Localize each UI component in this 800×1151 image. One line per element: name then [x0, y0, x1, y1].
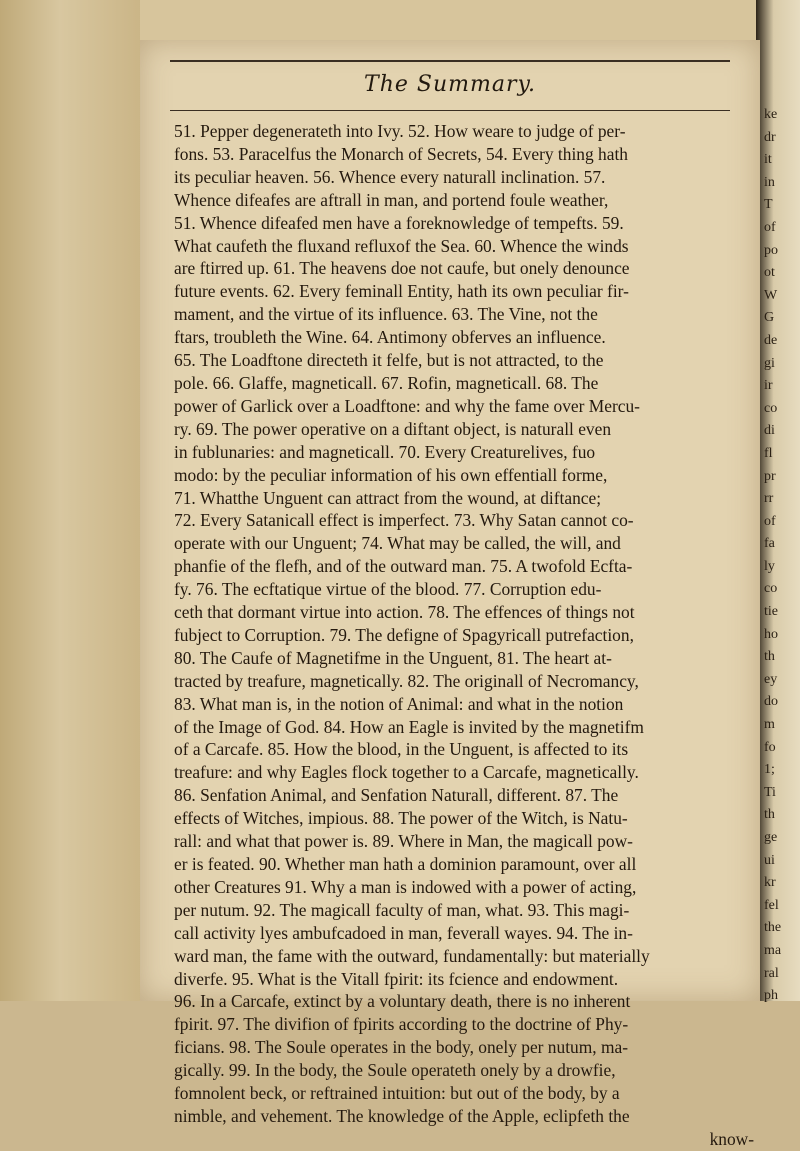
text-line: 86. Senfation Animal, and Senfation Naturall, different. 87. The: [174, 785, 619, 806]
facing-page-fragment: kr: [764, 875, 776, 891]
facing-page-fragment: gi: [764, 355, 775, 371]
text-line: Whence difeafes are aftrall in man, and portend foule weather,: [174, 189, 609, 210]
text-line: ficians. 98. The Soule operates in the body, onely per nutum, ma-: [174, 1037, 628, 1058]
text-line: its peculiar heaven. 56. Whence every naturall inclination. 57.: [174, 166, 606, 187]
facing-page-fragment: ral: [764, 965, 779, 981]
text-line: 83. What man is, in the notion of Animal: and what in the notion: [174, 693, 624, 714]
facing-page-fragment: ho: [764, 626, 778, 642]
text-line: fy. 76. The ecftatique virtue of the blood. 77. Corruption edu-: [174, 579, 602, 600]
text-line: fomnolent beck, or reftrained intuition: but out of the body, by a: [174, 1083, 620, 1104]
facing-page-fragment: 1;: [764, 762, 775, 778]
text-line: gically. 99. In the body, the Soule operateth onely by a drowfie,: [174, 1060, 616, 1081]
text-line: treafure: and why Eagles flock together to a Carcafe, magnetically.: [174, 762, 639, 783]
facing-page-fragment: W: [764, 287, 778, 303]
text-line: know-: [709, 1128, 754, 1149]
facing-page-fragment: in: [764, 174, 775, 190]
text-line: 72. Every Satanicall effect is imperfect. 73. Why Satan cannot co-: [174, 510, 634, 531]
book-page: [140, 40, 760, 1149]
facing-page-fragment: fa: [764, 536, 775, 552]
facing-page-fragment: ke: [764, 107, 778, 122]
text-line: other Creatures 91. Why a man is indowed with a power of acting,: [174, 876, 637, 897]
facing-page-fragment: the: [764, 920, 782, 936]
facing-page-fragment: ph: [764, 988, 778, 1004]
facing-page-fragment: th: [764, 807, 775, 823]
facing-page-fragment: ui: [764, 852, 775, 868]
running-head: The Summary.: [364, 72, 536, 97]
text-line: mament, and the virtue of its influence. 63. The Vine, not the: [174, 304, 598, 325]
text-line: ceth that dormant virtue into action. 78. The effences of things not: [174, 602, 635, 623]
text-line: ry. 69. The power operative on a diftant object, is naturall even: [174, 418, 612, 439]
text-line: tracted by treafure, magnetically. 82. The originall of Necromancy,: [174, 670, 639, 691]
facing-page-fragment: de: [764, 332, 778, 348]
text-line: operate with our Unguent; 74. What may be called, the will, and: [174, 533, 621, 554]
text-line: 71. Whatthe Unguent can attract from the wound, at diftance;: [174, 487, 602, 508]
text-line: ftars, troubleth the Wine. 64. Antimony obferves an influence.: [174, 327, 606, 348]
facing-page-fragment: co: [764, 581, 778, 597]
text-line: power of Garlick over a Loadftone: and why the fame over Mercu-: [174, 395, 640, 416]
text-line: 96. In a Carcafe, extinct by a voluntary death, there is no inherent: [174, 991, 631, 1012]
facing-page-fragment: of: [764, 513, 776, 529]
facing-page-fragment: m: [764, 717, 775, 733]
facing-page-fragment: rr: [764, 491, 774, 507]
facing-page-fragment: ly: [764, 558, 775, 574]
text-line: 65. The Loadftone directeth it felfe, but is not attracted, to the: [174, 350, 604, 371]
facing-page-fragment: do: [764, 694, 778, 710]
facing-page-fragment: ir: [764, 378, 773, 394]
text-line: ward man, the fame with the outward, fundamentally: but materially: [174, 945, 650, 966]
text-line: 51. Pepper degenerateth into Ivy. 52. How weare to judge of per-: [174, 121, 626, 141]
header-rule: [170, 60, 730, 62]
text-line: 51. Whence difeafed men have a foreknowledge of tempefts. 59.: [174, 212, 624, 233]
facing-page-fragment: di: [764, 423, 775, 439]
facing-page-fragment: th: [764, 649, 775, 665]
text-line: er is feated. 90. Whether man hath a dominion paramount, over all: [174, 854, 637, 874]
text-line: are ftirred up. 61. The heavens doe not caufe, but onely denounce: [174, 258, 630, 279]
text-line: modo: by the peculiar information of his own effentiall forme,: [174, 464, 608, 485]
facing-page-fragment: tie: [764, 604, 778, 620]
text-line: What caufeth the fluxand refluxof the Sea. 60. Whence the winds: [174, 235, 629, 256]
facing-page-fragment: fl: [764, 445, 773, 461]
text-line: fpirit. 97. The divifion of fpirits according to the doctrine of Phy-: [174, 1014, 629, 1035]
text-line: call activity lyes ambufcadoed in man, feverall wayes. 94. The in-: [174, 922, 633, 943]
facing-page-fragment: dr: [764, 129, 776, 145]
facing-page-fragment: fo: [764, 739, 776, 755]
left-margin-background: [0, 0, 150, 1001]
facing-page-fragment: G: [764, 310, 775, 326]
text-line: diverfe. 95. What is the Vitall fpirit: its fcience and endowment.: [174, 968, 619, 989]
text-line: rall: and what that power is. 89. Where in Man, the magicall pow-: [174, 831, 633, 852]
text-line: fons. 53. Paracelfus the Monarch of Secrets, 54. Every thing hath: [174, 143, 628, 164]
facing-page-fragment: T: [764, 197, 773, 213]
text-line: pole. 66. Glaffe, magneticall. 67. Rofin, magneticall. 68. The: [174, 372, 599, 393]
facing-page-fragment: ey: [764, 671, 778, 687]
text-line: nimble, and vehement. The knowledge of the Apple, eclipfeth the: [174, 1105, 630, 1126]
text-line: fubject to Corruption. 79. The defigne of Spagyricall putrefaction,: [174, 624, 634, 645]
facing-page-fragment: co: [764, 400, 778, 416]
facing-page-fragment: Ti: [764, 784, 776, 800]
facing-page-fragment: po: [764, 242, 778, 258]
facing-page-edge: [756, 0, 800, 1004]
text-line: phanfie of the flefh, and of the outward man. 75. A twofold Ecfta-: [174, 556, 633, 577]
text-line: of a Carcafe. 85. How the blood, in the Unguent, is affected to its: [174, 739, 629, 760]
text-line: future events. 62. Every feminall Entity, hath its own peculiar fir-: [174, 281, 629, 302]
facing-page-fragment: pr: [764, 468, 776, 484]
facing-page-fragment: ot: [764, 265, 775, 281]
summary-text-block: [174, 120, 754, 1151]
text-line: in fublunaries: and magneticall. 70. Every Creaturelives, fuo: [174, 441, 596, 462]
text-line: per nutum. 92. The magicall faculty of man, what. 93. This magi-: [174, 899, 630, 920]
text-line: effects of Witches, impious. 88. The power of the Witch, is Natu-: [174, 808, 628, 829]
facing-page-fragment: ma: [764, 942, 782, 958]
page-top-band: [140, 0, 760, 40]
text-line: 80. The Caufe of Magnetifme in the Unguent, 81. The heart at-: [174, 647, 612, 668]
text-line: of the Image of God. 84. How an Eagle is invited by the magnetifm: [174, 716, 644, 737]
facing-page-fragment: ge: [764, 830, 778, 845]
facing-page-fragment: of: [764, 219, 776, 235]
header-underline: [170, 110, 730, 111]
facing-page-text: [764, 104, 794, 1008]
facing-page-fragment: fel: [764, 897, 779, 913]
facing-page-fragment: it: [764, 152, 772, 168]
